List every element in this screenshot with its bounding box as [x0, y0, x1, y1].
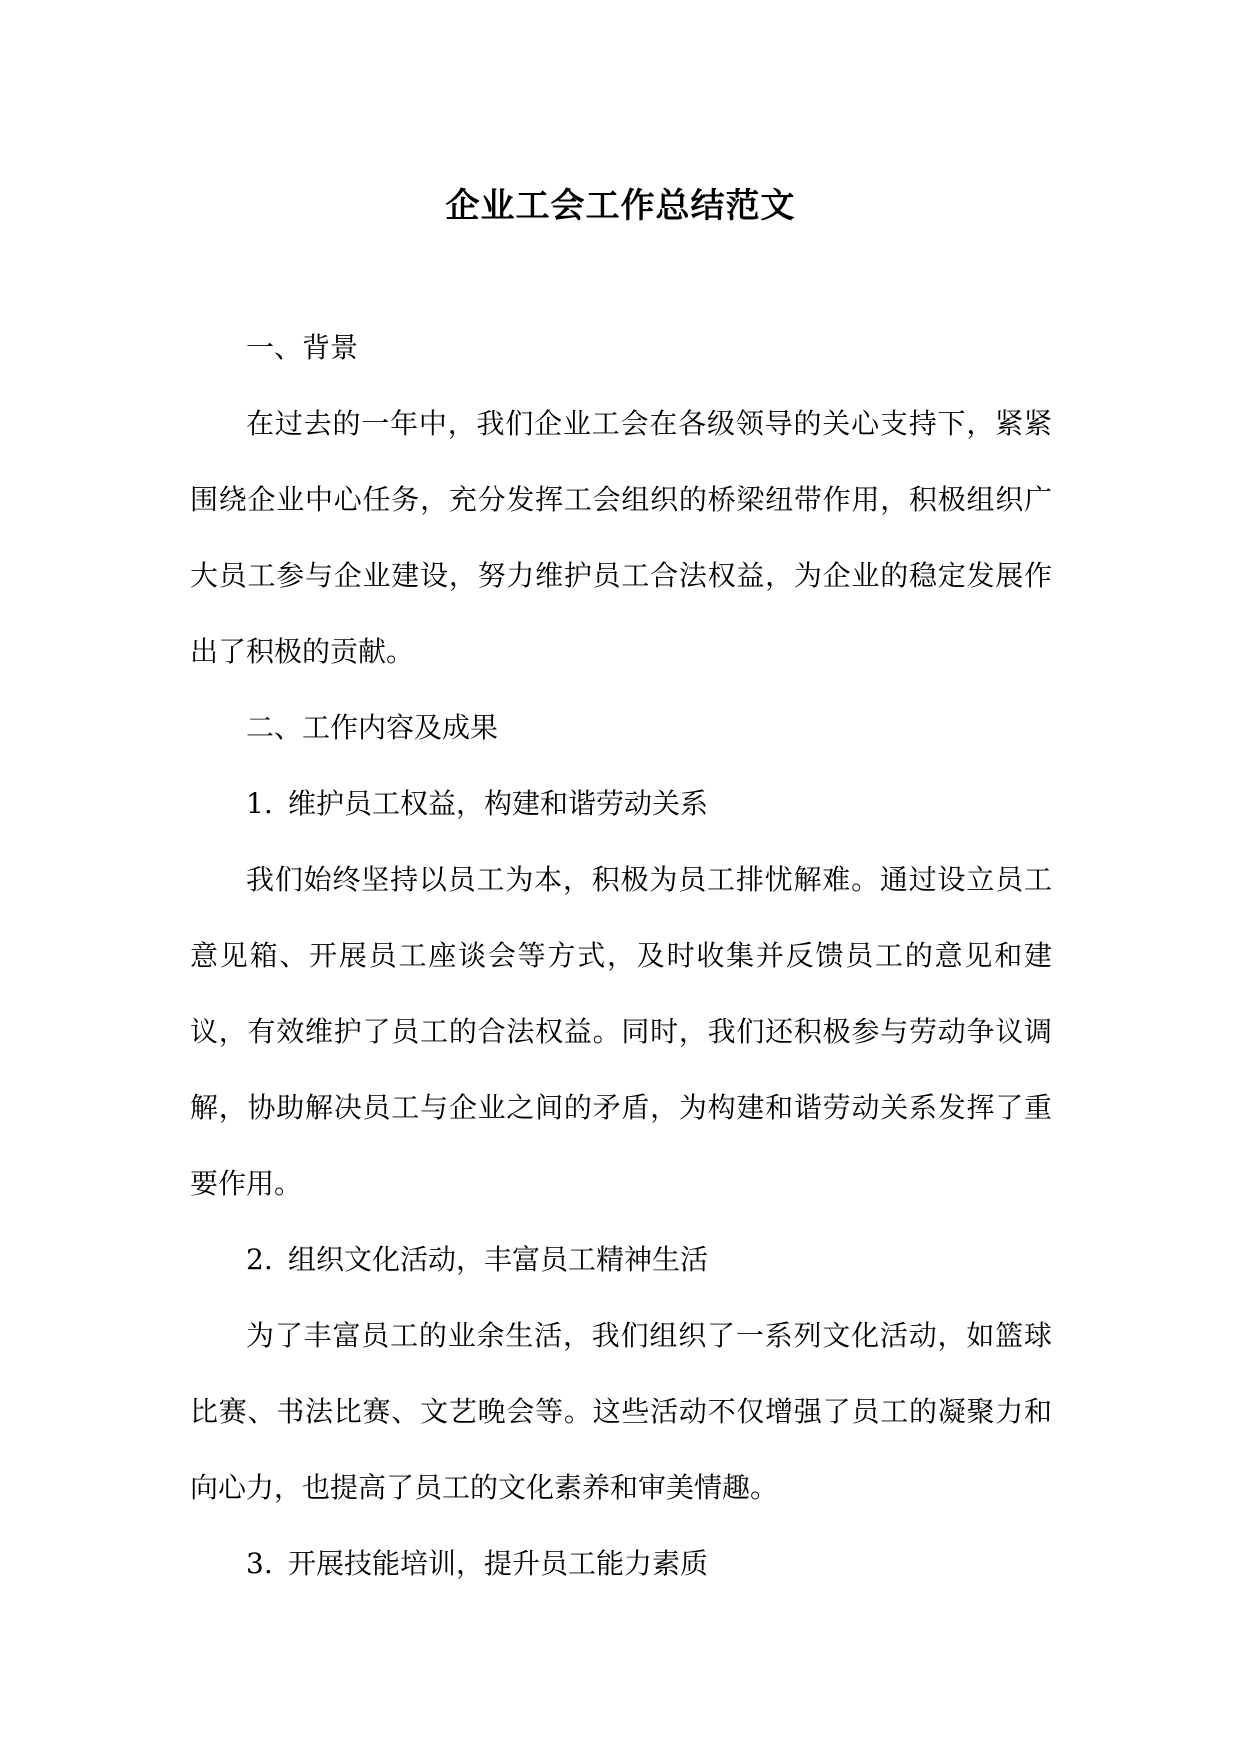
- item-number-3: 3.: [246, 1547, 273, 1580]
- paragraph-item-2: 为了丰富员工的业余生活，我们组织了一系列文化活动，如篮球比赛、书法比赛、文艺晚会等。这些活动不仅增强了员工的凝聚力和向心力，也提高了员工的文化素养和审美情趣。: [190, 1319, 1052, 1504]
- document-body: [190, 310, 1052, 1602]
- item-title-2: 组织文化活动，丰富员工精神生活: [288, 1243, 709, 1276]
- item-heading-2: [190, 1222, 1052, 1298]
- paragraph-item-1: 我们始终坚持以员工为本，积极为员工排忧解难。通过设立员工意见箱、开展员工座谈会等方式，及时收集并反馈员工的意见和建议，有效维护了员工的合法权益。同时，我们还积极参与劳动争议调解，协助解决员工与企业之间的矛盾，为构建和谐劳动关系发挥了重要作用。: [190, 863, 1052, 1200]
- item-title-3: 开展技能培训，提升员工能力素质: [288, 1547, 709, 1580]
- document-title: 企业工会工作总结范文: [445, 186, 796, 226]
- item-title-1: 维护员工权益，构建和谐劳动关系: [288, 787, 709, 820]
- item-number-2: 2.: [246, 1243, 273, 1276]
- paragraph-background: 在过去的一年中，我们企业工会在各级领导的关心支持下，紧紧围绕企业中心任务，充分发挥工会组织的桥梁纽带作用，积极组织广大员工参与企业建设，努力维护员工合法权益，为企业的稳定发展作出了积极的贡献。: [190, 407, 1052, 668]
- item-number-1: 1.: [246, 787, 273, 820]
- section-heading-work-content: 二、工作内容及成果: [246, 711, 499, 744]
- item-heading-1: [190, 766, 1052, 842]
- item-heading-3: [190, 1526, 1052, 1602]
- section-heading-background: 一、背景: [246, 331, 359, 364]
